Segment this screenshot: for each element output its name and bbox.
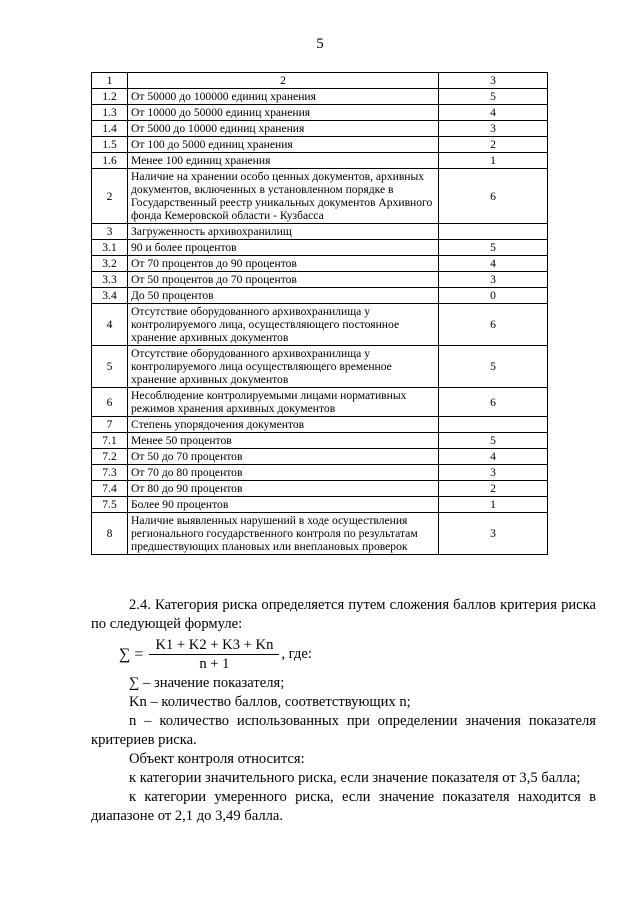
risk-formula xyxy=(119,634,596,674)
cell-number: 5 xyxy=(92,346,128,388)
table-row xyxy=(92,137,548,153)
table-row xyxy=(92,417,548,433)
table-row xyxy=(92,121,548,137)
table-row xyxy=(92,224,548,240)
cell-number: 1.2 xyxy=(92,89,128,105)
definition-kn: Kn – количество баллов, соответствующих n; xyxy=(129,694,411,710)
table-row xyxy=(92,169,548,224)
cell-score: 4 xyxy=(439,449,548,465)
definition-sigma: ∑ – значение показателя; xyxy=(129,675,285,691)
table-row xyxy=(92,481,548,497)
table-row xyxy=(92,388,548,417)
cell-criterion: От 50 процентов до 70 процентов xyxy=(128,272,439,288)
formula-numerator: K1 + K2 + K3 + Kn xyxy=(149,636,279,655)
table-row xyxy=(92,288,548,304)
cell-score: 6 xyxy=(439,304,548,346)
table-row xyxy=(92,240,548,256)
cell-score xyxy=(439,417,548,433)
table-row xyxy=(92,153,548,169)
cell-number: 1.5 xyxy=(92,137,128,153)
cell-number: 4 xyxy=(92,304,128,346)
table-row xyxy=(92,89,548,105)
cell-score: 1 xyxy=(439,153,548,169)
paragraph-moderate-risk: к категории умеренного риска, если значение показателя находится в диапазоне от 2,1 до 3,49 балла. xyxy=(91,789,596,824)
cell-score: 3 xyxy=(439,465,548,481)
risk-criteria-table-body xyxy=(92,73,548,555)
cell-criterion: 2 xyxy=(128,73,439,89)
cell-criterion: Более 90 процентов xyxy=(128,497,439,513)
cell-score: 2 xyxy=(439,481,548,497)
formula-sigma: ∑ = xyxy=(119,645,144,663)
cell-score: 5 xyxy=(439,240,548,256)
cell-criterion: От 100 до 5000 единиц хранения xyxy=(128,137,439,153)
table-row xyxy=(92,73,548,89)
cell-criterion: От 10000 до 50000 единиц хранения xyxy=(128,105,439,121)
cell-score: 3 xyxy=(439,513,548,555)
cell-score: 5 xyxy=(439,433,548,449)
cell-number: 7.3 xyxy=(92,465,128,481)
paragraph-significant-risk: к категории значительного риска, если значение показателя от 3,5 балла; xyxy=(129,770,581,786)
cell-number: 3.1 xyxy=(92,240,128,256)
table-row xyxy=(92,304,548,346)
cell-number: 3.3 xyxy=(92,272,128,288)
cell-criterion: Несоблюдение контролируемыми лицами нормативных режимов хранения архивных документов xyxy=(128,388,439,417)
cell-criterion: От 70 процентов до 90 процентов xyxy=(128,256,439,272)
cell-number: 7.1 xyxy=(92,433,128,449)
table-row xyxy=(92,433,548,449)
cell-score: 5 xyxy=(439,89,548,105)
cell-criterion: От 50 до 70 процентов xyxy=(128,449,439,465)
cell-criterion: До 50 процентов xyxy=(128,288,439,304)
cell-score: 4 xyxy=(439,105,548,121)
cell-score: 4 xyxy=(439,256,548,272)
cell-criterion: Отсутствие оборудованного архивохранилища у контролируемого лица, осуществляющего постоянное хранение архивных документов xyxy=(128,304,439,346)
cell-score: 2 xyxy=(439,137,548,153)
table-row xyxy=(92,272,548,288)
risk-criteria-table xyxy=(91,72,548,555)
cell-score: 6 xyxy=(439,388,548,417)
cell-criterion: Наличие выявленных нарушений в ходе осуществления регионального государственного контроля по результатам предшествующих плановых или внеплановых проверок xyxy=(128,513,439,555)
table-row xyxy=(92,105,548,121)
formula-fraction xyxy=(149,636,279,673)
cell-number: 1.4 xyxy=(92,121,128,137)
cell-number: 8 xyxy=(92,513,128,555)
table-row xyxy=(92,513,548,555)
cell-criterion: Степень упорядочения документов xyxy=(128,417,439,433)
paragraph-object-category: Объект контроля относится: xyxy=(129,751,305,767)
cell-number: 7 xyxy=(92,417,128,433)
table-row xyxy=(92,497,548,513)
cell-score: 3 xyxy=(439,272,548,288)
cell-number: 3.4 xyxy=(92,288,128,304)
cell-number: 2 xyxy=(92,169,128,224)
table-row xyxy=(92,346,548,388)
cell-number: 7.5 xyxy=(92,497,128,513)
cell-criterion: От 70 до 80 процентов xyxy=(128,465,439,481)
table-row xyxy=(92,256,548,272)
cell-score: 3 xyxy=(439,121,548,137)
cell-criterion: 90 и более процентов xyxy=(128,240,439,256)
cell-criterion: От 50000 до 100000 единиц хранения xyxy=(128,89,439,105)
cell-criterion: Загруженность архивохранилищ xyxy=(128,224,439,240)
paragraph-risk-category: 2.4. Категория риска определяется путем сложения баллов критерия риска по следующей формуле: xyxy=(91,597,596,632)
cell-number: 3.2 xyxy=(92,256,128,272)
definition-n: n – количество использованных при определении значения показателя критериев риска. xyxy=(91,713,596,748)
cell-score: 0 xyxy=(439,288,548,304)
formula-denominator: n + 1 xyxy=(199,655,230,672)
cell-score: 5 xyxy=(439,346,548,388)
cell-criterion: Наличие на хранении особо ценных документов, архивных документов, включенных в установленном порядке в Государственный реестр уникальных документов Архивного фонда Кемеровской области - Кузбасса xyxy=(128,169,439,224)
cell-number: 6 xyxy=(92,388,128,417)
table-row xyxy=(92,449,548,465)
cell-number: 1.3 xyxy=(92,105,128,121)
cell-number: 1 xyxy=(92,73,128,89)
cell-number: 3 xyxy=(92,224,128,240)
page-number: 5 xyxy=(316,36,324,52)
cell-criterion: От 80 до 90 процентов xyxy=(128,481,439,497)
cell-criterion: Отсутствие оборудованного архивохранилища у контролируемого лица осуществляющего временное хранение архивных документов xyxy=(128,346,439,388)
cell-number: 7.4 xyxy=(92,481,128,497)
cell-score: 3 xyxy=(439,73,548,89)
cell-criterion: Менее 100 единиц хранения xyxy=(128,153,439,169)
cell-score: 1 xyxy=(439,497,548,513)
cell-number: 7.2 xyxy=(92,449,128,465)
table-row xyxy=(92,465,548,481)
cell-number: 1.6 xyxy=(92,153,128,169)
cell-criterion: Менее 50 процентов xyxy=(128,433,439,449)
cell-score xyxy=(439,224,548,240)
cell-score: 6 xyxy=(439,169,548,224)
cell-criterion: От 5000 до 10000 единиц хранения xyxy=(128,121,439,137)
document-body xyxy=(91,596,596,826)
formula-suffix: , где: xyxy=(281,645,312,662)
